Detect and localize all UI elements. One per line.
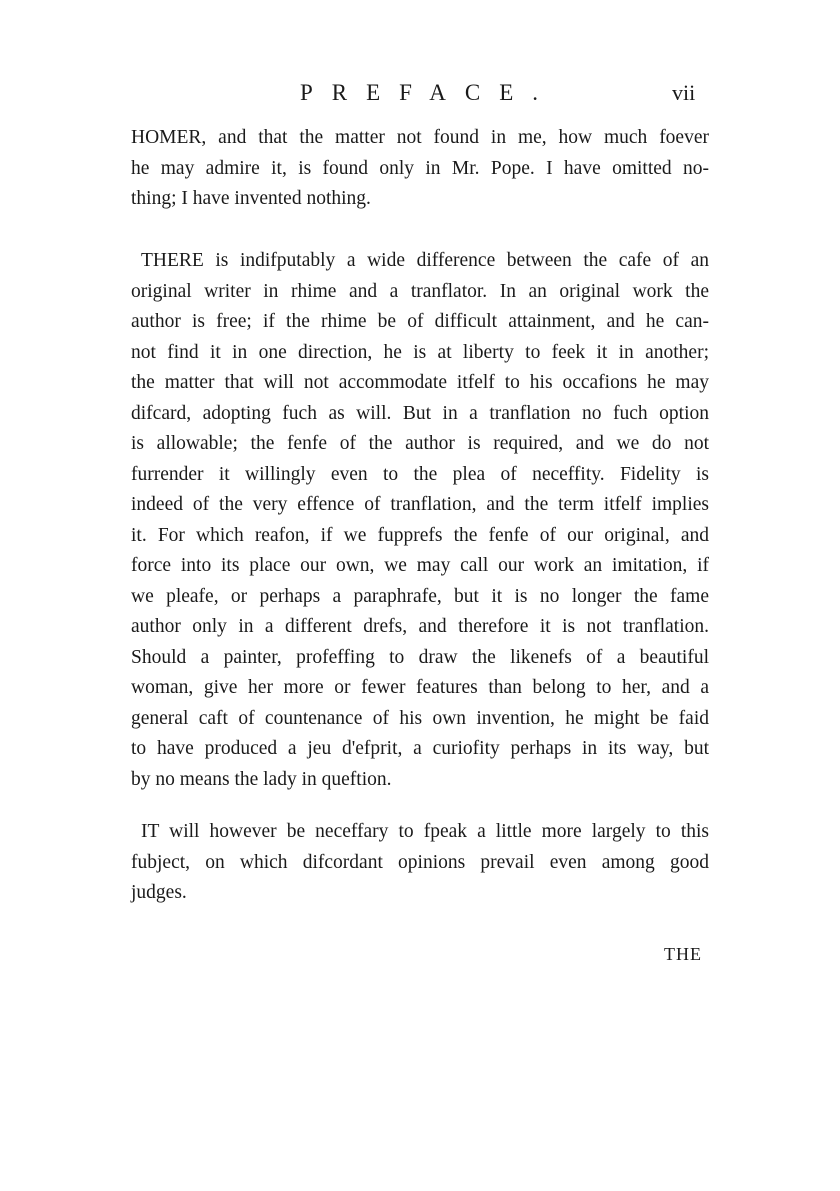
text-line: fubject, on which difcordant opinions prevail even among good (131, 851, 709, 873)
paragraph-2 (131, 246, 709, 795)
text-line: THERE is indifputably a wide difference between the cafe of an (141, 250, 709, 271)
text-line: force into its place our own, we may call our work an imitation, if (131, 555, 709, 576)
text-line: original writer in rhime and a tranflator. In an original work the (131, 280, 709, 302)
text-line: is allowable; the fenfe of the author is required, and we do not (131, 433, 709, 454)
catchword: THE (664, 944, 702, 964)
paragraph-3 (131, 817, 709, 909)
text-line: difcard, adopting fuch as will. But in a tranflation no fuch option (131, 402, 709, 424)
text-line: he may admire it, is found only in Mr. Pope. I have omitted no- (131, 157, 709, 179)
running-title: PREFACE. (300, 80, 558, 105)
text-line: HOMER, and that the matter not found in me, how much foever (131, 127, 709, 148)
text-line: to have produced a jeu d'efprit, a curiofity perhaps in its way, but (131, 738, 709, 759)
text-line: general caft of countenance of his own invention, he might be faid (131, 707, 709, 729)
text-line: thing; I have invented nothing. (131, 188, 371, 209)
page-number: vii (672, 80, 696, 105)
text-line: indeed of the very effence of tranflation, and the term itfelf implies (131, 494, 709, 515)
text-line: author only in a different drefs, and therefore it is not tranflation. (131, 616, 709, 637)
text-line: not find it in one direction, he is at liberty to feek it in another; (131, 341, 709, 363)
text-line: furrender it willingly even to the plea of neceffity. Fidelity is (131, 463, 709, 485)
text-line: judges. (131, 882, 187, 903)
text-line: the matter that will not accommodate itfelf to his occafions he may (131, 372, 709, 393)
running-header (0, 78, 840, 112)
text-line: IT will however be neceffary to fpeak a little more largely to this (141, 821, 709, 842)
text-line: we pleafe, or perhaps a paraphrafe, but it is no longer the fame (131, 585, 709, 607)
text-line: Should a painter, profeffing to draw the likenefs of a beautiful (131, 646, 709, 668)
paragraph-1 (131, 123, 709, 215)
text-line: woman, give her more or fewer features than belong to her, and a (131, 677, 709, 698)
text-line: it. For which reafon, if we fupprefs the fenfe of our original, and (131, 524, 709, 546)
text-line: by no means the lady in queftion. (131, 768, 392, 790)
text-line: author is free; if the rhime be of difficult attainment, and he can- (131, 311, 709, 332)
